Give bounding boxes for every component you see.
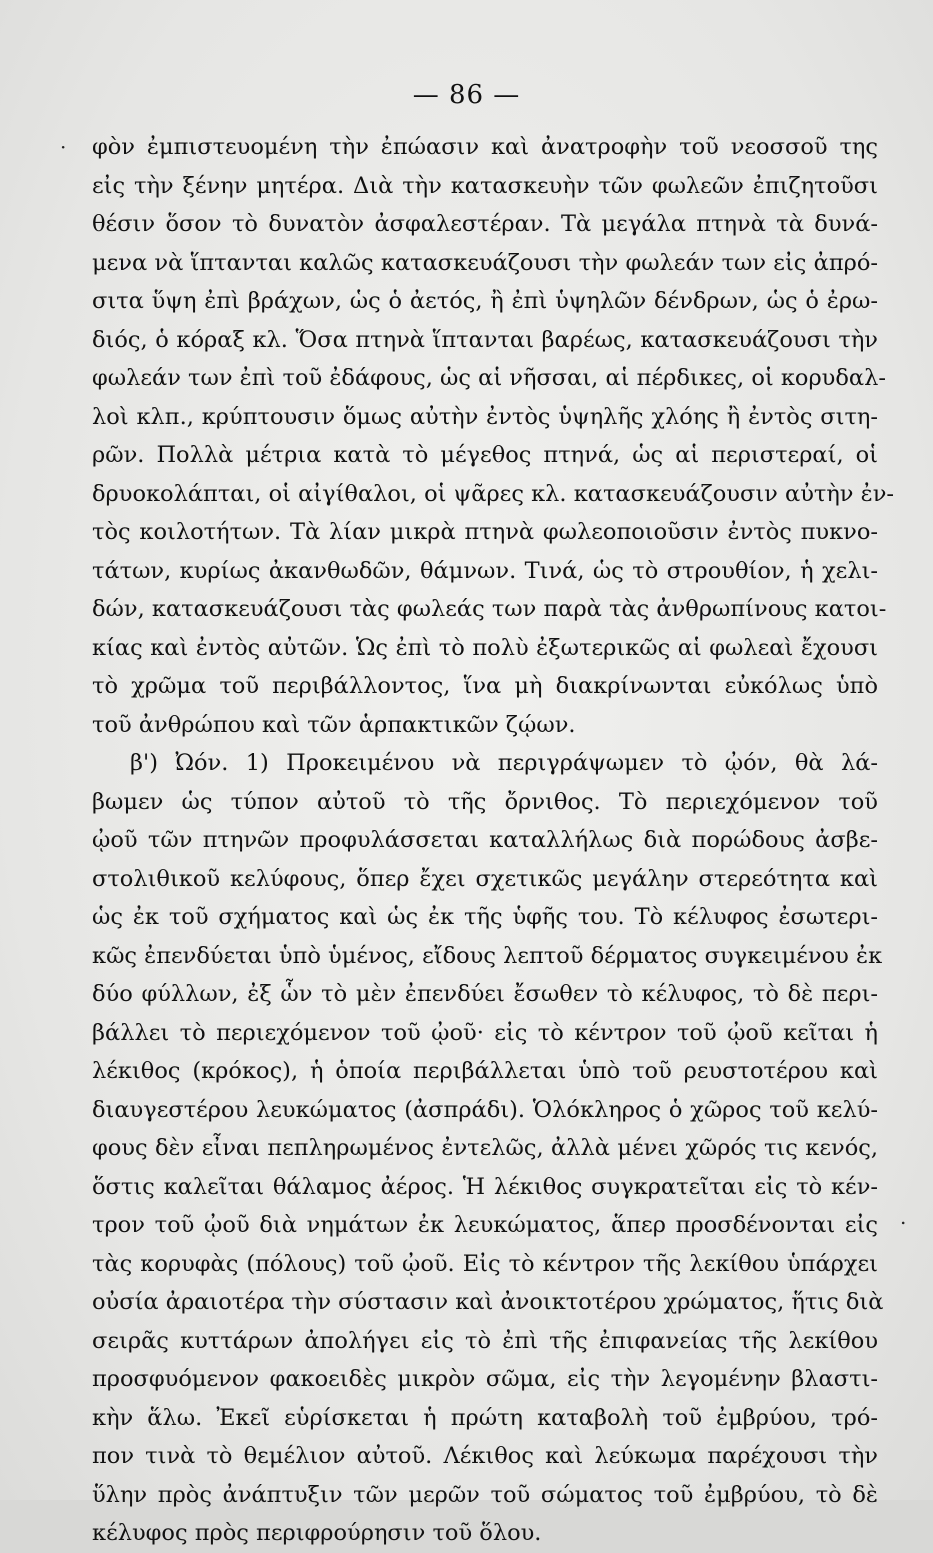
text-line: ὡς ἐκ τοῦ σχήματος καὶ ὡς ἐκ τῆς ὑφῆς του. Τὸ κέλυφος ἐσωτερι- bbox=[92, 904, 878, 930]
text-line: θέσιν ὅσον τὸ δυνατὸν ἀσφαλεστέραν. Τὰ μεγάλα πτηνὰ τὰ δυνά- bbox=[92, 211, 878, 237]
text-line: στολιθικοῦ κελύφους, ὅπερ ἔχει σχετικῶς μεγάλην στερεότητα καὶ bbox=[92, 865, 878, 892]
text-line: εἰς τὴν ξένην μητέρα. Διὰ τὴν κατασκευὴν τῶν φωλεῶν ἐπιζητοῦσι bbox=[92, 172, 878, 199]
text-line: οὐσία ἀραιοτέρα τὴν σύστασιν καὶ ἀνοικτοτέρου χρώματος, ἥτις διὰ bbox=[92, 1289, 884, 1315]
text-line: τοῦ ἀνθρώπου καὶ τῶν ἁρπακτικῶν ζῴων. bbox=[92, 711, 576, 738]
text-line: ᾠοῦ τῶν πτηνῶν προφυλάσσεται καταλλήλως διὰ πορώδους ἀσβε- bbox=[92, 827, 878, 853]
text-line: ὅστις καλεῖται θάλαμος ἀέρος. Ἡ λέκιθος συγκρατεῖται εἰς τὸ κέν- bbox=[92, 1173, 878, 1200]
text-line: φους δὲν εἶναι πεπληρωμένος ἐντελῶς, ἀλλὰ μένει χῶρός τις κενός, bbox=[92, 1135, 878, 1161]
text-line: πον τινὰ τὸ θεμέλιον αὐτοῦ. Λέκιθος καὶ λεύκωμα παρέχουσι τὴν bbox=[92, 1443, 878, 1469]
body-text bbox=[92, 128, 894, 1553]
text-line: κίας καὶ ἐντὸς αὐτῶν. Ὡς ἐπὶ τὸ πολὺ ἐξωτερικῶς αἱ φωλεαὶ ἔχουσι bbox=[92, 634, 878, 661]
margin-dot-right: . bbox=[900, 1205, 907, 1229]
text-line: σειρᾶς κυττάρων ἀπολήγει εἰς τὸ ἐπὶ τῆς ἐπιφανείας τῆς λεκίθου bbox=[92, 1327, 878, 1354]
text-line: τὰς κορυφὰς (πόλους) τοῦ ᾠοῦ. Εἰς τὸ κέντρον τῆς λεκίθου ὑπάρχει bbox=[92, 1250, 878, 1277]
text-line: δρυοκολάπται, οἱ αἰγίθαλοι, οἱ ψᾶρες κλ. κατασκευάζουσιν αὐτὴν ἐν- bbox=[92, 480, 894, 507]
text-line: κὴν ἅλω. Ἐκεῖ εὑρίσκεται ἡ πρώτη καταβολὴ τοῦ ἐμβρύου, τρό- bbox=[92, 1404, 878, 1431]
text-line: βωμεν ὡς τύπον αὐτοῦ τὸ τῆς ὄρνιθος. Τὸ περιεχόμενον τοῦ bbox=[92, 788, 878, 815]
text-line: κέλυφος πρὸς περιφρούρησιν τοῦ ὅλου. bbox=[92, 1520, 542, 1546]
text-line: διός, ὁ κόραξ κλ. Ὅσα πτηνὰ ἵπτανται βαρέως, κατασκευάζουσι τὴν bbox=[92, 326, 878, 353]
text-line: δών, κατασκευάζουσι τὰς φωλεάς των παρὰ τὰς ἀνθρωπίνους κατοι- bbox=[92, 596, 887, 622]
text-line: σιτα ὕψη ἐπὶ βράχων, ὡς ὁ ἀετός, ἢ ἐπὶ ὑψηλῶν δένδρων, ὡς ὁ ἐρω- bbox=[92, 288, 878, 314]
text-line: ὕλην πρὸς ἀνάπτυξιν τῶν μερῶν τοῦ σώματος τοῦ ἐμβρύου, τὸ δὲ bbox=[92, 1481, 878, 1508]
text-line: τὸ χρῶμα τοῦ περιβάλλοντος, ἵνα μὴ διακρίνωνται εὐκόλως ὑπὸ bbox=[92, 673, 878, 699]
text-line: φωλεάν των ἐπὶ τοῦ ἐδάφους, ὡς αἱ νῆσσαι, αἱ πέρδικες, οἱ κορυδαλ- bbox=[92, 365, 886, 391]
text-line: διαυγεστέρου λευκώματος (ἀσπράδι). Ὁλόκληρος ὁ χῶρος τοῦ κελύ- bbox=[92, 1096, 878, 1123]
page-number: — 86 — bbox=[412, 80, 521, 110]
text-line: τρον τοῦ ᾠοῦ διὰ νημάτων ἐκ λευκώματος, ἅπερ προσδένονται εἰς bbox=[92, 1212, 878, 1238]
section-heading-line: β') Ὠόν. 1) Προκειμένου νὰ περιγράψωμεν τὸ ᾠόν, θὰ λά- bbox=[130, 750, 878, 776]
text-line: λέκιθος (κρόκος), ἡ ὁποία περιβάλλεται ὑπὸ τοῦ ρευστοτέρου καὶ bbox=[92, 1058, 878, 1084]
text-line: ρῶν. Πολλὰ μέτρια κατὰ τὸ μέγεθος πτηνά, ὡς αἱ περιστεραί, οἱ bbox=[92, 442, 878, 468]
text-line: μενα νὰ ἵπτανται καλῶς κατασκευάζουσι τὴν φωλεάν των εἰς ἀπρό- bbox=[92, 249, 878, 276]
text-line: φὸν ἐμπιστευομένη τὴν ἐπώασιν καὶ ἀνατροφὴν τοῦ νεοσσοῦ της bbox=[92, 134, 878, 160]
text-line: βάλλει τὸ περιεχόμενον τοῦ ᾠοῦ· εἰς τὸ κέντρον τοῦ ᾠοῦ κεῖται ἡ bbox=[92, 1019, 878, 1046]
margin-dot-left: · bbox=[60, 135, 67, 159]
text-line: τάτων, κυρίως ἀκανθωδῶν, θάμνων. Τινά, ὡς τὸ στρουθίον, ἡ χελι- bbox=[92, 557, 878, 584]
text-line: κῶς ἐπενδύεται ὑπὸ ὑμένος, εἴδους λεπτοῦ δέρματος συγκειμένου ἐκ bbox=[92, 942, 883, 969]
text-line: προσφυόμενον φακοειδὲς μικρὸν σῶμα, εἰς τὴν λεγομένην βλαστι- bbox=[92, 1366, 878, 1392]
text-line: δύο φύλλων, ἐξ ὧν τὸ μὲν ἐπενδύει ἔσωθεν τὸ κέλυφος, τὸ δὲ περι- bbox=[92, 981, 878, 1007]
text-line: τὸς κοιλοτήτων. Τὰ λίαν μικρὰ πτηνὰ φωλεοποιοῦσιν ἐντὸς πυκνο- bbox=[92, 519, 878, 545]
text-line: λοὶ κλπ., κρύπτουσιν ὅμως αὐτὴν ἐντὸς ὑψηλῆς χλόης ἢ ἐντὸς σιτη- bbox=[92, 403, 878, 430]
